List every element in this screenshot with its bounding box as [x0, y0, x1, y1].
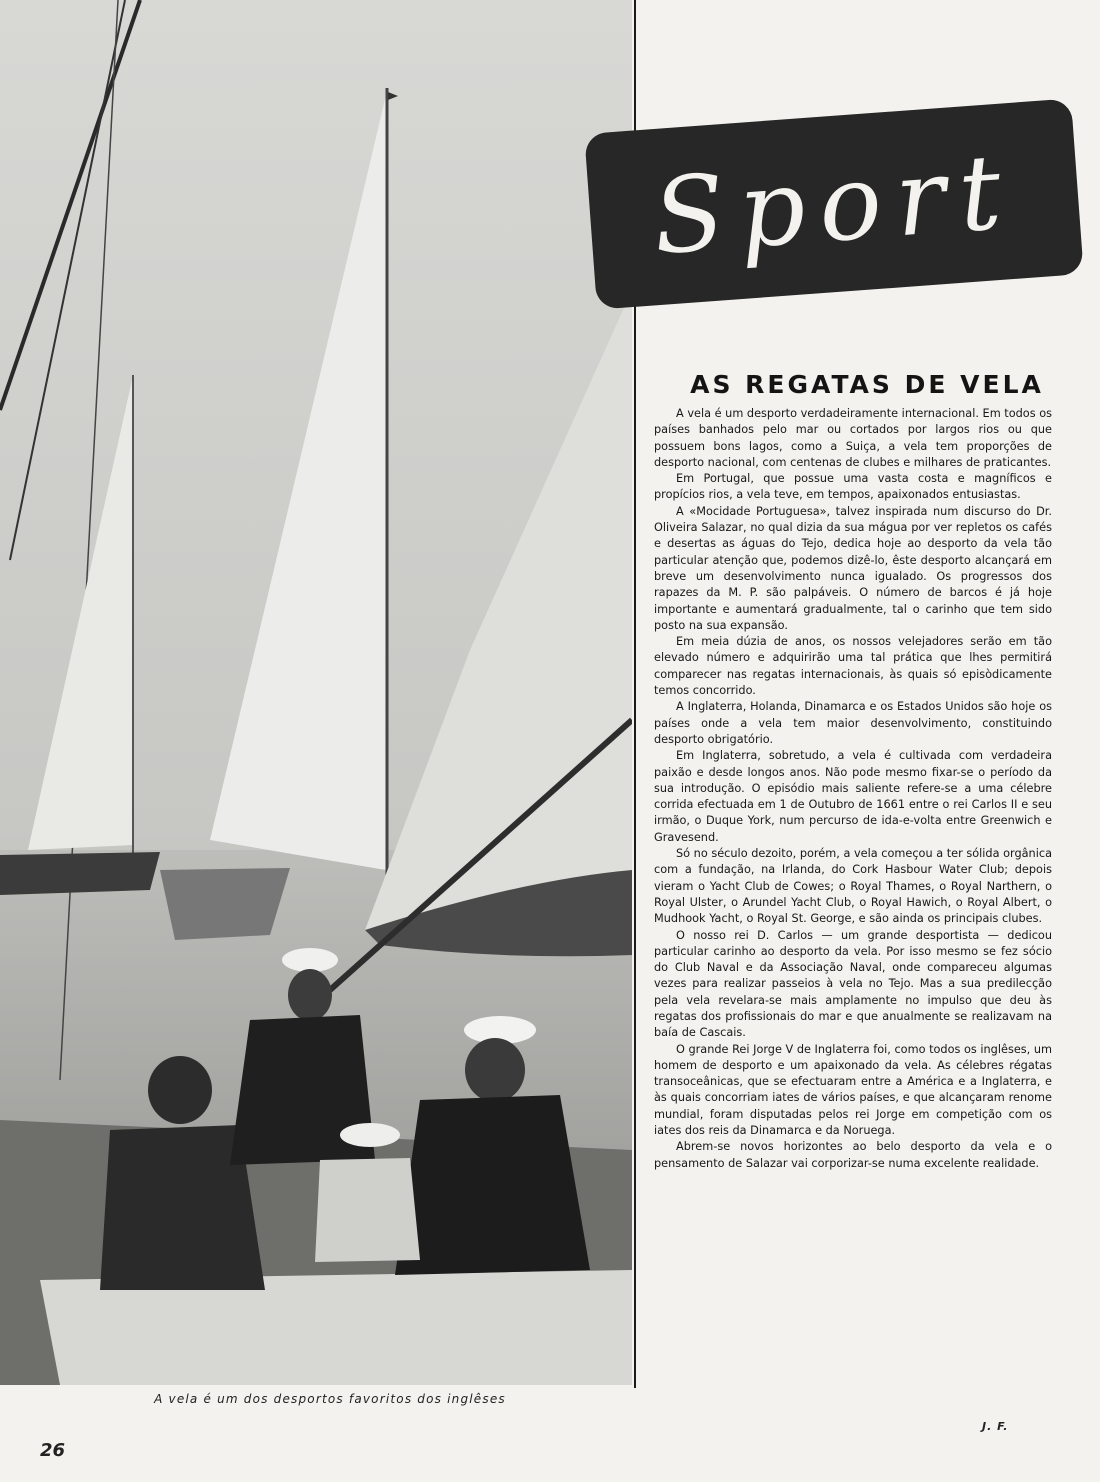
article-body	[654, 406, 1052, 1172]
article-paragraph: A «Mocidade Portuguesa», talvez inspirada num discurso do Dr. Oliveira Salazar, no qual dizia da sua mágua por ver repletos os cafés e desertas as águas do Tejo, dedica hoje ao desporto da vela tão particular atenção que, podemos dizê-lo, êste desporto alcançará em breve um desenvolvimento nunca igualado. Os progressos dos rapazes da M. P. são palpáveis. O número de barcos é já hoje importante e aumentará gradualmente, tal o carinho que tem sido posto na sua expansão.	[654, 504, 1052, 632]
article-paragraph: Em Inglaterra, sobretudo, a vela é cultivada com verdadeira paixão e desde longos anos. Não pode mesmo fixar-se o período da sua introdução. O episódio mais saliente refere-se a uma célebre corrida efectuada em 1 de Outubro de 1661 entre o rei Carlos II e seu irmão, o Duque York, num percurso de ida-e-volta entre Greenwich e Gravesend.	[654, 749, 1052, 844]
photo-caption: A vela é um dos desportos favoritos dos inglêses	[154, 1392, 506, 1406]
article-paragraph: A Inglaterra, Holanda, Dinamarca e os Estados Unidos são hoje os países onde a vela tem maior desenvolvimento, constituindo desporto obrigatório.	[654, 700, 1052, 746]
sport-banner	[584, 98, 1084, 309]
article-paragraph: A vela é um desporto verdadeiramente internacional. Em todos os países banhados pelo mar ou cortados por largos rios ou que possuem bons lagos, como a Suiça, a vela tem proporções de desporto nacional, com centenas de clubes e milhares de praticantes.	[654, 407, 1052, 469]
article-paragraph: Em Portugal, que possue uma vasta costa e magníficos e propícios rios, a vela teve, em tempos, apaixonados entusiastas.	[654, 472, 1052, 502]
article-paragraph: O nosso rei D. Carlos — um grande desportista — dedicou particular carinho ao desporto da vela. Por isso mesmo se fez sócio do Club Naval e da Associação Naval, onde compareceu algumas vezes para realizar passeios à vela no Tejo. Mas a sua predilecção pela vela revelara-se mais amplamente no impulso que deu às regatas dos profissionais do mar e que anualmente se realizavam na baía de Cascais.	[654, 928, 1052, 1040]
article-paragraph: Abrem-se novos horizontes ao belo desporto da vela e o pensamento de Salazar vai corporizar-se numa excelente realidade.	[654, 1140, 1052, 1170]
article-paragraph: O grande Rei Jorge V de Inglaterra foi, como todos os inglêses, um homem de desporto e um apaixonado da vela. As célebres régatas transoceânicas, que se efectuaram entre a América e a Inglaterra, e às quais concorriam iates de vários países, e que alcançaram renome mundial, foram disputadas pelos rei Jorge em competição com os iates dos reis da Dinamarca e da Noruega.	[654, 1042, 1053, 1138]
article-paragraph: Só no século dezoito, porém, a vela começou a ter sólida orgânica com a fundação, na Irlanda, do Cork Hasbour Water Club; depois vieram o Yacht Club de Cowes; o Royal Thames, o Royal Narthern, o Royal Ulster, o Arundel Yacht Club, o Royal Hawich, o Royal Albert, o Mudhook Yacht, o Royal St. George, e são ainda os principais clubes.	[654, 847, 1052, 926]
article-headline: AS REGATAS DE VELA	[690, 370, 1044, 399]
author-signature: J. F.	[982, 1420, 1009, 1433]
page-number: 26	[40, 1440, 66, 1461]
article-paragraph: Em meia dúzia de anos, os nossos velejadores serão em tão elevado número e adquirirão uma tal prática que lhes permitirá comparecer nas regatas internacionais, às quais só episòdicamente temos concorrido.	[654, 635, 1052, 698]
sport-banner-title: Sport	[649, 129, 1019, 279]
